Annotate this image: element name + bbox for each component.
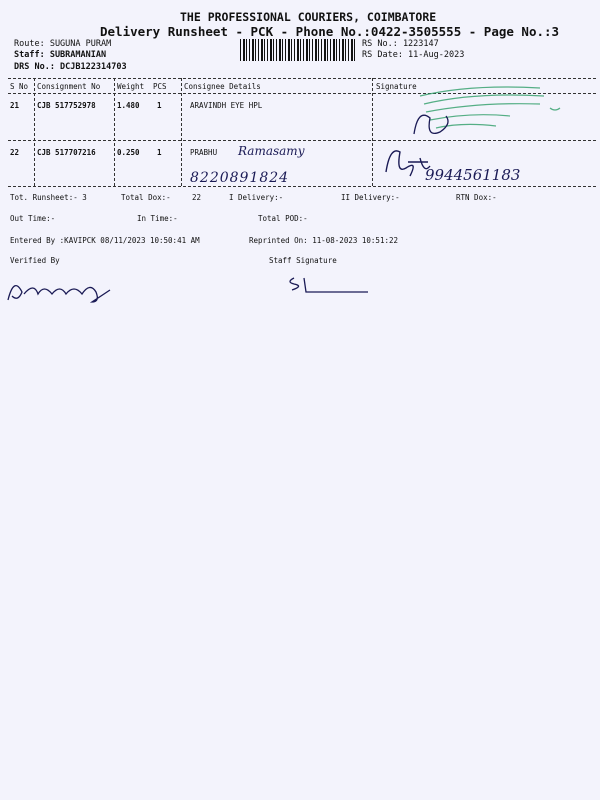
handwritten-phone: 8220891824 — [190, 170, 290, 186]
table-row-sno: 22 — [10, 148, 20, 157]
i-delivery: I Delivery:- — [229, 193, 284, 202]
table-row-consignee: PRABHU — [190, 148, 218, 157]
total-runsheet: Tot. Runsheet:- 3 — [10, 193, 87, 202]
table-row-consignment: CJB 517752978 — [37, 101, 96, 110]
col-header-weight: Weight — [117, 82, 145, 91]
total-pod: Total POD:- — [258, 214, 308, 223]
rtn-dox: RTN Dox:- — [456, 193, 497, 202]
in-time: In Time:- — [137, 214, 178, 223]
rs-date: RS Date: 11-Aug-2023 — [362, 50, 465, 60]
staff-signature — [284, 272, 374, 296]
col-header-signature: Signature — [376, 82, 417, 91]
table-row-pcs: 1 — [157, 148, 162, 157]
staff-signature-label: Staff Signature — [269, 256, 337, 265]
col-divider — [34, 78, 35, 186]
ii-delivery: II Delivery:- — [341, 193, 400, 202]
col-header-consignment: Consignment No — [37, 82, 101, 91]
table-row-consignee: ARAVINDH EYE HPL — [190, 101, 263, 110]
col-divider — [114, 78, 115, 186]
table-row-consignment: CJB 517707216 — [37, 148, 96, 157]
entered-by: Entered By :KAVIPCK 08/11/2023 10:50:41 AM — [10, 236, 200, 245]
table-row-weight: 1.480 — [117, 101, 140, 110]
out-time: Out Time:- — [10, 214, 56, 223]
table-row-pcs: 1 — [157, 101, 162, 110]
col-divider — [181, 78, 182, 186]
delivery-stamp — [400, 78, 570, 146]
verified-by-label: Verified By — [10, 256, 60, 265]
runsheet-subtitle: Delivery Runsheet - PCK - Phone No.:0422-3505555 - Page No.:3 — [100, 24, 560, 39]
route-label: Route: SUGUNA PURAM — [14, 39, 112, 49]
reprinted-on: Reprinted On: 11-08-2023 10:51:22 — [249, 236, 399, 245]
handwritten-sign-phone: 9944561183 — [425, 166, 521, 184]
staff-label: Staff: SUBRAMANIAN — [14, 50, 107, 60]
verified-signature — [4, 272, 114, 308]
table-row-weight: 0.250 — [117, 148, 140, 157]
col-header-sno: S No — [10, 82, 29, 91]
company-name: THE PROFESSIONAL COURIERS, COIMBATORE — [180, 10, 437, 24]
total-dox-label: Total Dox:- — [121, 193, 171, 202]
drs-number: DRS No.: DCJB122314703 — [14, 62, 127, 72]
total-dox-value: 22 — [192, 193, 202, 202]
col-divider — [372, 78, 373, 186]
handwritten-name: Ramasamy — [238, 144, 305, 158]
table-bottom-rule — [8, 186, 596, 187]
col-header-pcs: PCS — [153, 82, 167, 91]
col-header-consignee: Consignee Details — [184, 82, 261, 91]
barcode — [240, 39, 355, 61]
table-row-sno: 21 — [10, 101, 20, 110]
rs-number: RS No.: 1223147 — [362, 39, 439, 49]
